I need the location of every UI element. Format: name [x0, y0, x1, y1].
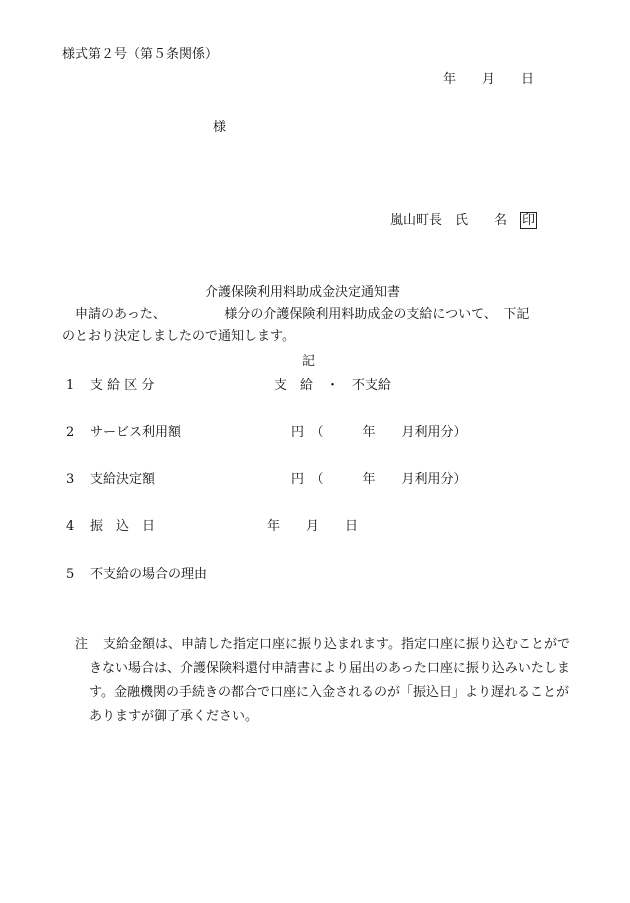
- item-1-number: 1: [66, 378, 75, 393]
- date-line: 年 月 日: [443, 72, 535, 87]
- addressee-suffix: 様: [213, 120, 227, 135]
- item-3-label: 支給決定額: [90, 472, 156, 487]
- item-3-value: 円 （ 年 月利用分）: [291, 472, 467, 487]
- issuer-name: 嵐山町長 氏 名: [390, 213, 508, 228]
- note-prefix: 注: [75, 637, 89, 652]
- issuer-line: [390, 212, 537, 229]
- seal-mark: 印: [522, 213, 536, 228]
- note-line-2: きない場合は、介護保険料還付申請書により届出のあった口座に振り込みいたしま: [89, 661, 570, 676]
- item-1-label: 支 給 区 分: [90, 378, 155, 393]
- item-2-value: 円 （ 年 月利用分）: [291, 425, 467, 440]
- note-line-4: ありますが御了承ください。: [89, 709, 259, 724]
- note-line-1: 支給金額は、申請した指定口座に振り込まれます。指定口座に振り込むことがで: [103, 637, 570, 652]
- item-4-label: 振 込 日: [90, 519, 156, 534]
- body-line-2: のとおり決定しましたので通知します。: [62, 329, 295, 344]
- item-1-value: 支 給 ・ 不支給: [274, 378, 392, 393]
- item-2-number: 2: [66, 425, 75, 440]
- item-5-number: 5: [66, 567, 75, 582]
- form-number: 様式第２号（第５条関係）: [62, 47, 219, 62]
- document-title: 介護保険利用料助成金決定通知書: [205, 285, 401, 300]
- note-line-3: す。金融機関の手続きの都合で口座に入金されるのが「振込日」より遅れることが: [89, 685, 569, 700]
- ki-label: 記: [302, 354, 316, 369]
- item-3-number: 3: [66, 472, 75, 487]
- item-4-value: 年 月 日: [267, 519, 359, 534]
- item-4-number: 4: [66, 519, 75, 534]
- item-5-label: 不支給の場合の理由: [90, 567, 208, 582]
- item-2-label: サービス利用額: [90, 425, 182, 440]
- body-line-1: 申請のあった、 様分の介護保険利用料助成金の支給について、 下記: [75, 307, 530, 322]
